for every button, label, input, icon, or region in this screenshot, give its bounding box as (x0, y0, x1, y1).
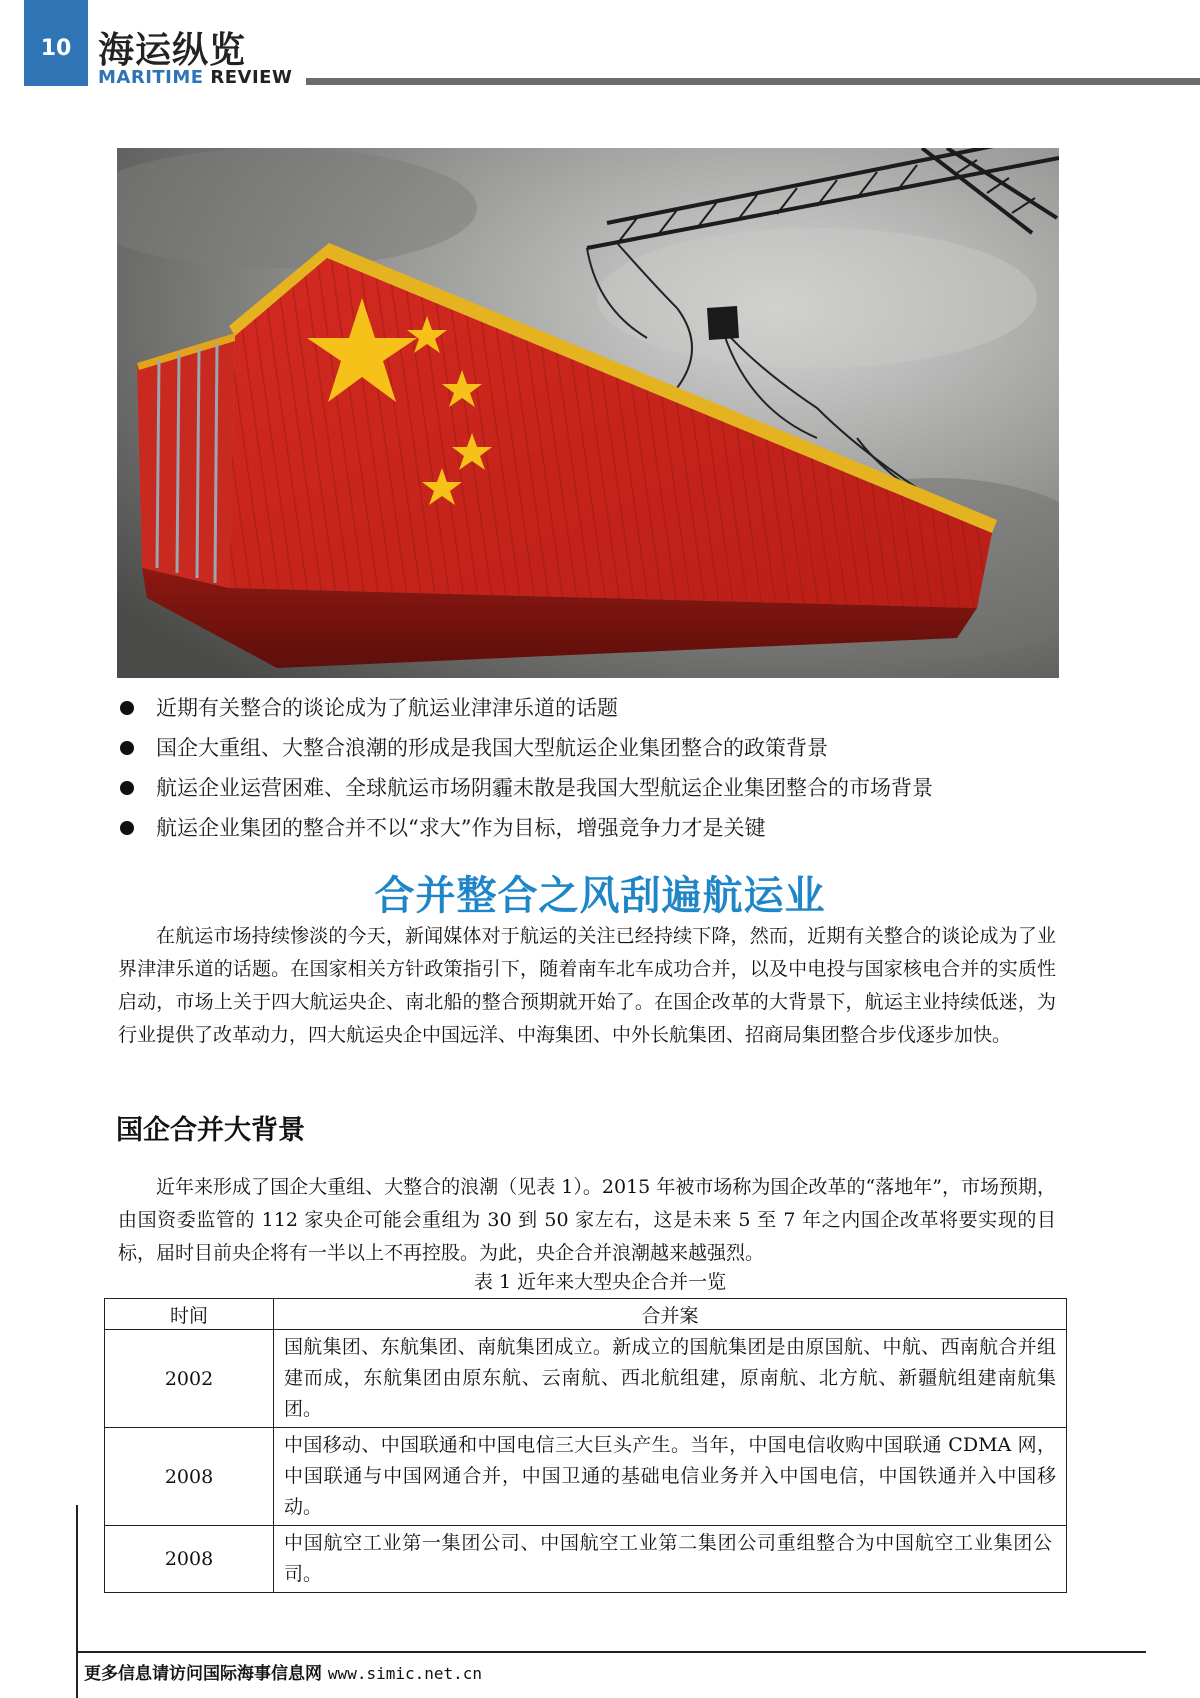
magazine-title-en-maritime: MARITIME (98, 67, 204, 88)
background-paragraph: 近年来形成了国企大重组、大整合的浪潮（见表 1）。2015 年被市场称为国企改革的“落地年”，市场预期，由国资委监管的 112 家央企可能会重组为 30 到 50 家左右，这是未来 5 至 7 年之内国企改革将要实现的目标，届时目前央企将有一半以上不再控股。为此，央企合并浪潮越来越强烈。 (118, 1176, 1056, 1264)
magazine-title-en (98, 67, 292, 88)
table-cell-desc: 国航集团、东航集团、南航集团成立。新成立的国航集团是由原国航、中航、西南航合并组建而成，东航集团由原东航、云南航、西北航组建，原南航、北方航、新疆航组建南航集团。 (274, 1330, 1067, 1428)
footer-label: 更多信息请访问国际海事信息网 (84, 1664, 328, 1684)
list-item (118, 688, 1078, 728)
footer (84, 1659, 482, 1684)
list-item (118, 728, 1078, 768)
bullet-text: 航运企业运营困难、全球航运市场阴霾未散是我国大型航运企业集团整合的市场背景 (156, 776, 933, 800)
table-cell-desc: 中国航空工业第一集团公司、中国航空工业第二集团公司重组整合为中国航空工业集团公司。 (274, 1526, 1067, 1593)
article-title: 合并整合之风刮遍航运业 (374, 873, 826, 919)
table-cell-year: 2008 (105, 1526, 274, 1593)
table-caption: 表 1 近年来大型央企合并一览 (473, 1271, 727, 1293)
table-header-row (105, 1299, 1067, 1330)
bullet-text: 国企大重组、大整合浪潮的形成是我国大型航运企业集团整合的政策背景 (156, 736, 828, 760)
header-rule (306, 78, 1200, 85)
hero-image (117, 148, 1059, 678)
magazine-title-cn: 海运纵览 (98, 30, 247, 71)
list-item (118, 768, 1078, 808)
footer-vertical-rule (76, 1505, 78, 1698)
footer-link[interactable]: www.simic.net.cn (327, 1664, 483, 1683)
bullet-icon (120, 701, 134, 715)
intro-paragraph: 在航运市场持续惨淡的今天，新闻媒体对于航运的关注已经持续下降，然而，近期有关整合的谈论成为了业界津津乐道的话题。在国家相关方针政策指引下，随着南车北车成功合并，以及中电投与国家核电合并的实质性启动，市场上关于四大航运央企、南北船的整合预期就开始了。在国企改革的大背景下，航运主业持续低迷，为行业提供了改革动力，四大航运央企中国远洋、中海集团、中外长航集团、招商局集团整合步伐逐步加快。 (118, 925, 1056, 1046)
table-header-time: 时间 (105, 1299, 274, 1330)
bullet-icon (120, 821, 134, 835)
table-row (105, 1526, 1067, 1593)
list-item (118, 808, 1078, 848)
bullet-icon (120, 781, 134, 795)
merger-table (104, 1298, 1067, 1593)
magazine-title-en-review: REVIEW (203, 67, 293, 88)
bullet-text: 近期有关整合的谈论成为了航运业津津乐道的话题 (156, 696, 618, 720)
footer-horizontal-rule (76, 1651, 1146, 1653)
table-cell-year: 2008 (105, 1428, 274, 1526)
container-crane-illustration (117, 148, 1059, 678)
page-number: 10 (24, 0, 88, 86)
table-cell-desc: 中国移动、中国联通和中国电信三大巨头产生。当年，中国电信收购中国联通 CDMA 网，中国联通与中国网通合并，中国卫通的基础电信业务并入中国电信，中国铁通并入中国移动。 (274, 1428, 1067, 1526)
summary-bullets (118, 688, 1078, 848)
table-row (105, 1330, 1067, 1428)
table-row (105, 1428, 1067, 1526)
section-heading: 国企合并大背景 (116, 1115, 305, 1146)
table-cell-year: 2002 (105, 1330, 274, 1428)
bullet-text: 航运企业集团的整合并不以“求大”作为目标，增强竞争力才是关键 (156, 816, 766, 840)
table-header-merger: 合并案 (274, 1299, 1067, 1330)
bullet-icon (120, 741, 134, 755)
